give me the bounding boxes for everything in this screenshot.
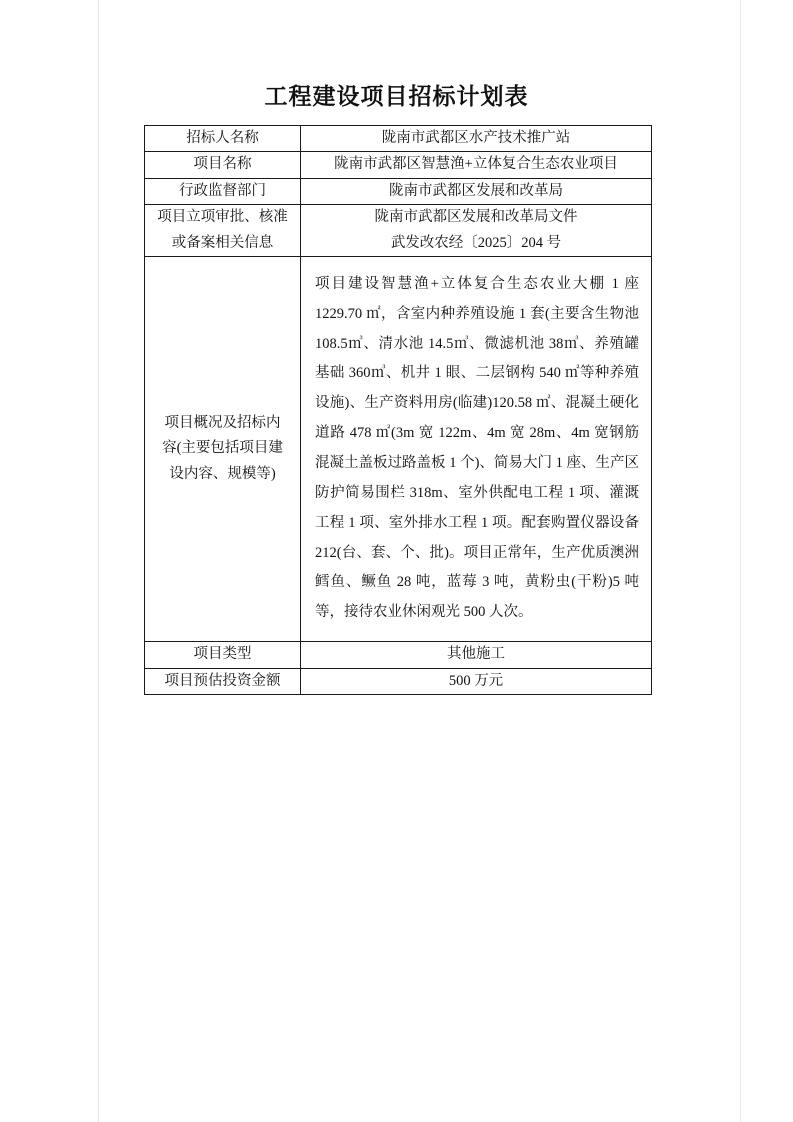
table-row	[145, 256, 652, 641]
row-label-project-overview-line2: 容(主要包括项目建	[162, 440, 283, 457]
row-value-bidder-name: 陇南市武都区水产技术推广站	[301, 126, 652, 152]
row-value-project-overview	[301, 256, 652, 641]
bidding-plan-table	[144, 125, 652, 695]
row-value-project-type: 其他施工	[301, 642, 652, 668]
table-row	[145, 126, 652, 152]
row-value-estimated-investment: 500 万元	[301, 668, 652, 694]
row-label-project-overview-line3: 设内容、规模等)	[169, 465, 276, 482]
table-row	[145, 642, 652, 668]
scan-edge-left	[98, 0, 99, 1122]
row-value-project-name: 陇南市武都区智慧渔+立体复合生态农业项目	[301, 152, 652, 178]
row-label-project-overview-line1: 项目概况及招标内	[164, 414, 281, 431]
row-label-project-name: 项目名称	[145, 152, 301, 178]
row-value-approval-info-line2: 武发改农经〔2025〕204 号	[390, 234, 562, 251]
row-value-approval-info	[301, 205, 652, 257]
page-title: 工程建设项目招标计划表	[264, 84, 529, 109]
row-label-approval-info-line2: 或备案相关信息	[171, 234, 274, 251]
project-overview-text: 项目建设智慧渔+立体复合生态农业大棚 1 座 1229.70 ㎡，含室内种养殖设施 1 套(主要含生物池 108.5㎥、清水池 14.5㎥、微滤机池 38㎥、养殖罐基础 360㎥、机井 1 眼、二层钢构 540 ㎡等种养殖设施)、生产资料用房(临建)120.58 ㎡、混凝土硬化道路 478 ㎡(3m 宽 122m、4m 宽 28m、4m 宽钢筋混凝土盖板过路盖板 1 个)、简易大门 1 座、生产区防护简易围栏 318m、室外供配电工程 1 项、灌溉工程 1 项、室外排水工程 1 项。配套购置仪器设备 212(台、套、个、批)。项目正常年，生产优质澳洲鳕鱼、鳜鱼 28 吨，蓝莓 3 吨，黄粉虫(干粉)5 吨等，接待农业休闲观光 500 人次。	[315, 275, 639, 621]
table-row	[145, 152, 652, 178]
scan-edge-right	[740, 0, 741, 1122]
row-label-project-overview	[145, 256, 301, 641]
row-label-approval-info	[145, 205, 301, 257]
row-label-bidder-name: 招标人名称	[145, 126, 301, 152]
row-label-approval-info-line1: 项目立项审批、核准	[157, 209, 288, 226]
table-row	[145, 178, 652, 204]
row-value-supervision-department: 陇南市武都区发展和改革局	[301, 178, 652, 204]
row-label-project-type: 项目类型	[145, 642, 301, 668]
table-row	[145, 205, 652, 257]
row-label-supervision-department: 行政监督部门	[145, 178, 301, 204]
row-label-estimated-investment: 项目预估投资金额	[145, 668, 301, 694]
row-value-approval-info-line1: 陇南市武都区发展和改革局文件	[374, 209, 578, 226]
table-row	[145, 668, 652, 694]
